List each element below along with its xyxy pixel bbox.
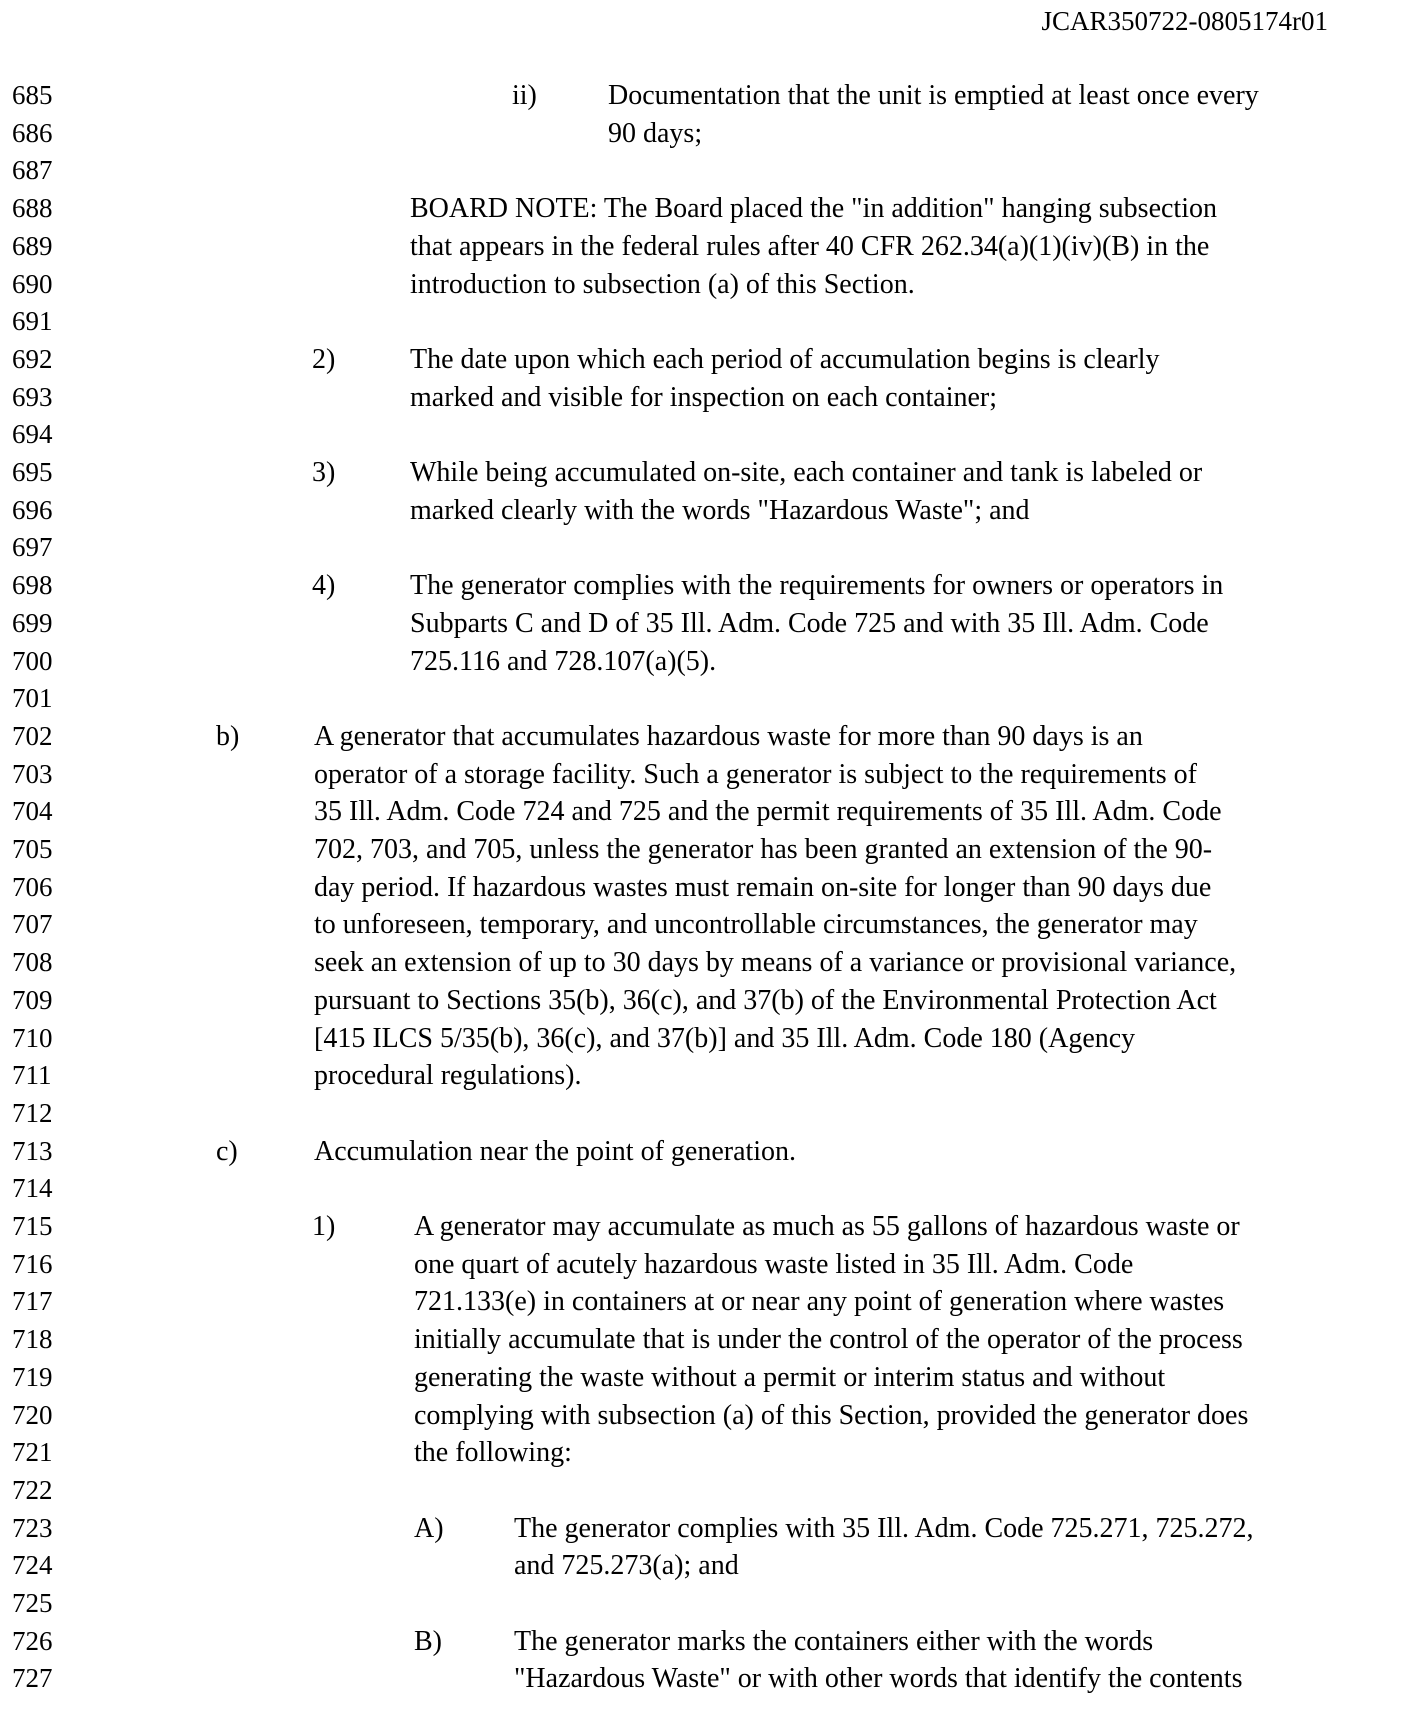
line-text: 721.133(e) in containers at or near any point of generation where wastes — [414, 1286, 1225, 1318]
line-number: 703 — [12, 758, 53, 789]
line-text: generating the waste without a permit or interim status and without — [414, 1361, 1166, 1393]
line-text: day period. If hazardous wastes must remain on-site for longer than 90 days due — [314, 871, 1212, 903]
line-text: The date upon which each period of accumulation begins is clearly — [410, 343, 1160, 375]
line-number: 701 — [12, 683, 53, 714]
line-number: 708 — [12, 947, 53, 978]
line-number: 698 — [12, 570, 53, 601]
line-text: Documentation that the unit is emptied at least once every — [608, 80, 1259, 111]
line-number: 717 — [12, 1286, 53, 1317]
line-number: 715 — [12, 1211, 53, 1241]
line-text: The generator complies with the requirements for owners or operators in — [410, 570, 1224, 602]
line-number: 694 — [12, 419, 53, 450]
line-number: 695 — [12, 457, 53, 487]
subsection-label: ii) — [512, 80, 537, 111]
line-number: 688 — [12, 193, 53, 224]
line-text: seek an extension of up to 30 days by means of a variance or provisional variance, — [314, 947, 1237, 979]
line-number: 704 — [12, 796, 53, 827]
line-number: 710 — [12, 1022, 53, 1053]
line-text: 90 days; — [608, 117, 703, 149]
line-text: [415 ILCS 5/35(b), 36(c), and 37(b)] and 35 Ill. Adm. Code 180 (Agency — [314, 1022, 1136, 1054]
subsection-label: A) — [414, 1512, 444, 1544]
line-text: Subparts C and D of 35 Ill. Adm. Code 725 and with 35 Ill. Adm. Code — [410, 607, 1209, 639]
line-text: to unforeseen, temporary, and uncontrollable circumstances, the generator may — [314, 909, 1198, 941]
line-number: 705 — [12, 834, 53, 864]
line-text: procedural regulations). — [314, 1060, 582, 1092]
line-number: 685 — [12, 80, 53, 110]
line-text: Accumulation near the point of generation. — [314, 1135, 797, 1167]
line-text: complying with subsection (a) of this Section, provided the generator does — [414, 1399, 1249, 1431]
line-text: marked clearly with the words "Hazardous Waste"; and — [410, 494, 1030, 526]
line-text: A generator may accumulate as much as 55 gallons of hazardous waste or — [414, 1211, 1240, 1242]
line-number: 720 — [12, 1399, 53, 1430]
line-number: 712 — [12, 1097, 53, 1128]
subsection-label: 2) — [312, 343, 336, 375]
line-number: 711 — [12, 1060, 52, 1091]
subsection-label: c) — [216, 1135, 238, 1167]
line-number: 726 — [12, 1625, 53, 1656]
line-number: 727 — [12, 1663, 53, 1694]
line-number: 690 — [12, 268, 53, 299]
line-text: While being accumulated on-site, each container and tank is labeled or — [410, 457, 1203, 488]
line-number: 706 — [12, 871, 53, 902]
line-text: that appears in the federal rules after 40 CFR 262.34(a)(1)(iv)(B) in the — [410, 230, 1210, 262]
line-text: marked and visible for inspection on each container; — [410, 381, 998, 413]
line-text: introduction to subsection (a) of this Section. — [410, 268, 915, 300]
line-number: 693 — [12, 381, 53, 412]
line-number: 686 — [12, 117, 53, 148]
line-number: 709 — [12, 984, 53, 1015]
line-number: 696 — [12, 494, 53, 525]
line-number: 702 — [12, 720, 53, 751]
line-number: 722 — [12, 1474, 53, 1505]
line-number: 697 — [12, 532, 53, 563]
line-number: 692 — [12, 343, 53, 374]
line-text: operator of a storage facility. Such a generator is subject to the requirements of — [314, 758, 1197, 790]
line-number: 691 — [12, 306, 53, 337]
subsection-label: 1) — [312, 1211, 336, 1242]
line-number: 713 — [12, 1135, 53, 1166]
line-number: 719 — [12, 1361, 53, 1392]
line-text: The generator complies with 35 Ill. Adm. Code 725.271, 725.272, — [514, 1512, 1254, 1544]
line-number: 723 — [12, 1512, 53, 1543]
line-number: 721 — [12, 1437, 53, 1468]
line-number: 714 — [12, 1173, 53, 1204]
line-text: initially accumulate that is under the control of the operator of the process — [414, 1324, 1243, 1356]
line-text: the following: — [414, 1437, 572, 1469]
line-text: BOARD NOTE: The Board placed the "in addition" hanging subsection — [410, 193, 1217, 225]
line-text: A generator that accumulates hazardous waste for more than 90 days is an — [314, 720, 1143, 752]
subsection-label: 3) — [312, 457, 336, 488]
subsection-label: 4) — [312, 570, 336, 602]
line-number: 707 — [12, 909, 53, 940]
line-number: 725 — [12, 1588, 53, 1618]
line-text: 35 Ill. Adm. Code 724 and 725 and the permit requirements of 35 Ill. Adm. Code — [314, 796, 1222, 828]
line-number: 689 — [12, 230, 53, 261]
line-text: and 725.273(a); and — [514, 1550, 739, 1582]
subsection-label: B) — [414, 1625, 442, 1657]
document-id-header: JCAR350722-0805174r01 — [1041, 6, 1328, 36]
line-number: 724 — [12, 1550, 53, 1581]
line-number: 716 — [12, 1248, 53, 1279]
line-number: 700 — [12, 645, 53, 676]
line-text: pursuant to Sections 35(b), 36(c), and 37(b) of the Environmental Protection Act — [314, 984, 1217, 1016]
line-text: "Hazardous Waste" or with other words that identify the contents — [514, 1663, 1243, 1695]
subsection-label: b) — [216, 720, 240, 752]
line-number: 718 — [12, 1324, 53, 1355]
line-text: The generator marks the containers either with the words — [514, 1625, 1154, 1657]
line-text: one quart of acutely hazardous waste listed in 35 Ill. Adm. Code — [414, 1248, 1134, 1280]
line-number: 687 — [12, 155, 53, 186]
line-number: 699 — [12, 607, 53, 638]
line-text: 725.116 and 728.107(a)(5). — [410, 645, 717, 677]
line-text: 702, 703, and 705, unless the generator has been granted an extension of the 90- — [314, 834, 1213, 865]
